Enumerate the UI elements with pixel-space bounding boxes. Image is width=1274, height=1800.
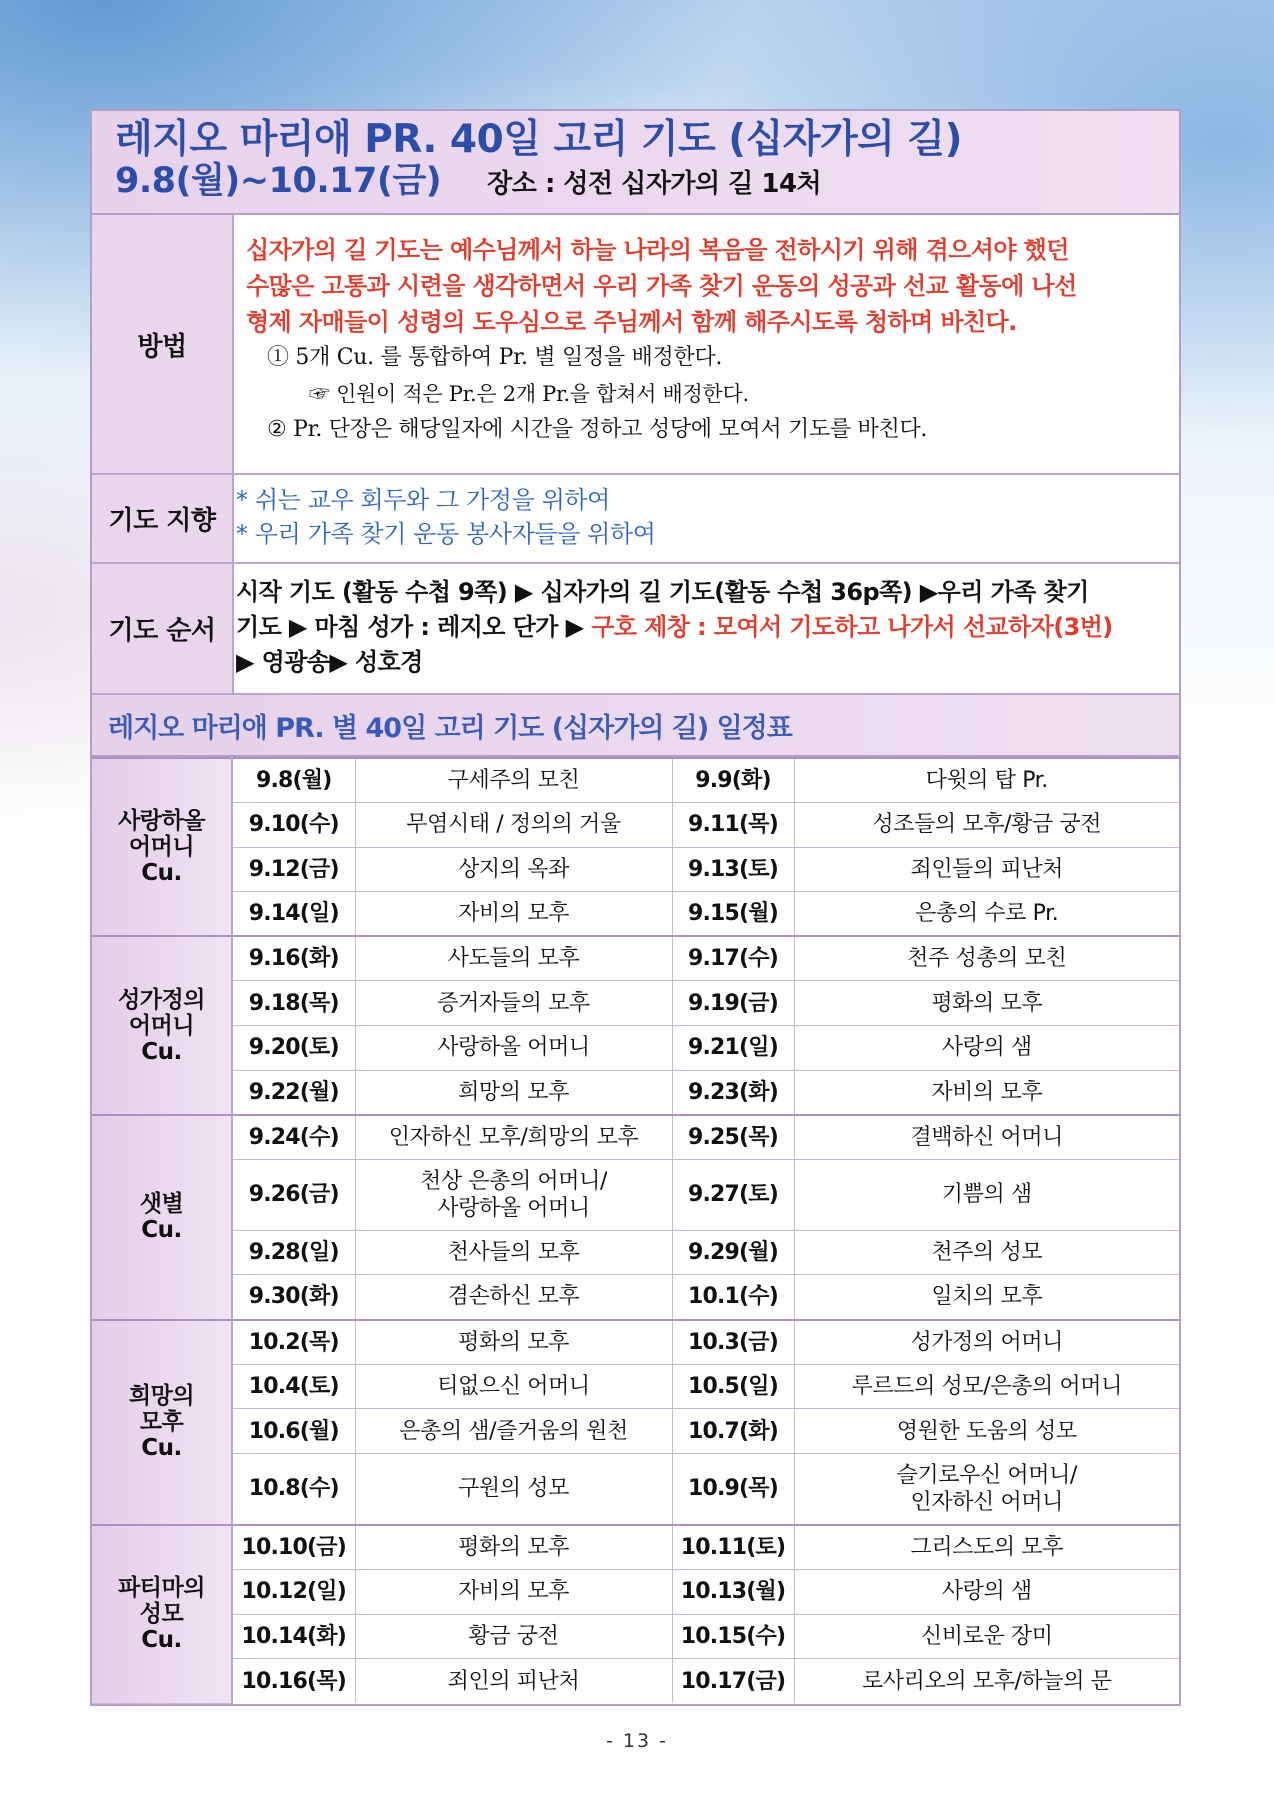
schedule-row <box>92 1026 1179 1071</box>
method-step-note: ☞ 인원이 적은 Pr.은 2개 Pr.을 합쳐서 배정한다. <box>309 382 749 406</box>
schedule-row <box>92 892 1179 937</box>
schedule-title: 레지오 마리애 PR. 별 40일 고리 기도 (십자가의 길) 일정표 <box>92 695 1179 757</box>
schedule-date: 10.16(목) <box>232 1659 355 1704</box>
schedule-row <box>92 803 1179 848</box>
presidium-name: 천사들의 모후 <box>355 1230 672 1275</box>
presidium-name: 겸손하신 모후 <box>355 1275 672 1320</box>
order-section <box>92 564 1179 695</box>
presidium-name: 사랑의 샘 <box>794 1026 1179 1071</box>
curia-group-name: 성가정의 어머니 Cu. <box>92 936 232 1114</box>
schedule-date: 9.30(화) <box>232 1275 355 1320</box>
schedule-date: 10.2(목) <box>232 1320 355 1365</box>
method-step: ① 5개 Cu. 를 통합하여 Pr. 별 일정을 배정한다. <box>267 345 723 370</box>
schedule-row <box>92 847 1179 892</box>
presidium-name: 성가정의 어머니 <box>794 1320 1179 1365</box>
presidium-name: 희망의 모후 <box>355 1070 672 1115</box>
schedule-date: 10.15(수) <box>672 1614 794 1659</box>
schedule-date: 9.14(일) <box>232 892 355 937</box>
schedule-date: 9.12(금) <box>232 847 355 892</box>
date-range: 9.8(월)~10.17(금) <box>115 161 442 201</box>
order-content <box>234 564 1179 693</box>
schedule-row <box>92 1275 1179 1320</box>
schedule-table <box>92 757 1179 1704</box>
schedule-date: 10.4(토) <box>232 1364 355 1409</box>
presidium-name: 자비의 모후 <box>794 1070 1179 1115</box>
schedule-date: 10.10(금) <box>232 1525 355 1570</box>
schedule-date: 10.17(금) <box>672 1659 794 1704</box>
schedule-date: 10.13(월) <box>672 1569 794 1614</box>
presidium-name: 사랑의 샘 <box>794 1569 1179 1614</box>
schedule-date: 9.10(수) <box>232 803 355 848</box>
presidium-name: 영원한 도움의 성모 <box>794 1409 1179 1454</box>
schedule-date: 10.5(일) <box>672 1364 794 1409</box>
schedule-date: 9.24(수) <box>232 1115 355 1160</box>
schedule-row <box>92 1525 1179 1570</box>
schedule-date: 9.23(화) <box>672 1070 794 1115</box>
method-step: ② Pr. 단장은 해당일자에 시간을 정하고 성당에 모여서 기도를 바친다. <box>267 417 928 442</box>
schedule-row <box>92 981 1179 1026</box>
schedule-date: 9.16(화) <box>232 936 355 981</box>
curia-group-name: 샛별 Cu. <box>92 1115 232 1320</box>
schedule-date: 9.29(월) <box>672 1230 794 1275</box>
method-section <box>92 215 1179 475</box>
order-line <box>236 610 1179 645</box>
schedule-date: 9.17(수) <box>672 936 794 981</box>
schedule-date: 9.9(화) <box>672 758 794 803</box>
order-line: ▶ 영광송▶ 성호경 <box>236 648 423 676</box>
schedule-date: 9.8(월) <box>232 758 355 803</box>
schedule-row <box>92 1409 1179 1454</box>
intention-label: 기도 지향 <box>92 475 234 562</box>
intention-content <box>234 475 1179 562</box>
curia-group-name: 사랑하올 어머니 Cu. <box>92 758 232 936</box>
schedule-date: 10.14(화) <box>232 1614 355 1659</box>
date-place-line <box>115 161 1179 207</box>
schedule-date: 9.26(금) <box>232 1159 355 1230</box>
schedule-row <box>92 1614 1179 1659</box>
schedule-date: 9.11(목) <box>672 803 794 848</box>
schedule-date: 9.21(일) <box>672 1026 794 1071</box>
title-section <box>92 111 1179 215</box>
schedule-date: 10.1(수) <box>672 1275 794 1320</box>
intention-section <box>92 475 1179 564</box>
schedule-row <box>92 1115 1179 1160</box>
presidium-name: 상지의 옥좌 <box>355 847 672 892</box>
intention-line: * 쉬는 교우 회두와 그 가정을 위하여 <box>236 486 610 514</box>
presidium-name: 루르드의 성모/은총의 어머니 <box>794 1364 1179 1409</box>
curia-group-name: 희망의 모후 Cu. <box>92 1320 232 1525</box>
schedule-date: 9.13(토) <box>672 847 794 892</box>
schedule-body <box>92 758 1179 1703</box>
schedule-date: 9.15(월) <box>672 892 794 937</box>
presidium-name: 자비의 모후 <box>355 1569 672 1614</box>
presidium-name: 황금 궁전 <box>355 1614 672 1659</box>
presidium-name: 티없으신 어머니 <box>355 1364 672 1409</box>
presidium-name: 죄인의 피난처 <box>355 1659 672 1704</box>
schedule-row <box>92 1230 1179 1275</box>
schedule-row <box>92 1453 1179 1525</box>
presidium-name: 자비의 모후 <box>355 892 672 937</box>
schedule-date: 10.12(일) <box>232 1569 355 1614</box>
presidium-name: 기쁨의 샘 <box>794 1159 1179 1230</box>
schedule-row <box>92 936 1179 981</box>
presidium-name: 슬기로우신 어머니/ 인자하신 어머니 <box>794 1453 1179 1525</box>
schedule-row <box>92 1569 1179 1614</box>
method-intro-line: 수많은 고통과 시련을 생각하면서 우리 가족 찾기 운동의 성공과 선교 활동에 나선 <box>246 272 1077 300</box>
presidium-name: 죄인들의 피난처 <box>794 847 1179 892</box>
intention-line: * 우리 가족 찾기 운동 봉사자들을 위하여 <box>236 520 656 548</box>
presidium-name: 로사리오의 모후/하늘의 문 <box>794 1659 1179 1704</box>
method-content <box>234 215 1179 473</box>
schedule-date: 9.25(목) <box>672 1115 794 1160</box>
schedule-row <box>92 1364 1179 1409</box>
schedule-date: 9.22(월) <box>232 1070 355 1115</box>
schedule-date: 10.8(수) <box>232 1453 355 1525</box>
schedule-date: 10.7(화) <box>672 1409 794 1454</box>
schedule-date: 9.28(일) <box>232 1230 355 1275</box>
method-intro-line: 십자가의 길 기도는 예수님께서 하늘 나라의 복음을 전하시기 위해 겪으셔야 했던 <box>246 236 1069 264</box>
presidium-name: 사랑하올 어머니 <box>355 1026 672 1071</box>
schedule-date: 10.11(토) <box>672 1525 794 1570</box>
presidium-name: 결백하신 어머니 <box>794 1115 1179 1160</box>
prayer-place: 장소 : 성전 십자가의 길 14처 <box>487 169 822 199</box>
schedule-date: 9.20(토) <box>232 1026 355 1071</box>
schedule-date: 9.27(토) <box>672 1159 794 1230</box>
presidium-name: 은총의 수로 Pr. <box>794 892 1179 937</box>
method-label: 방법 <box>92 215 234 473</box>
presidium-name: 천주 성총의 모친 <box>794 936 1179 981</box>
page-title: 레지오 마리애 PR. 40일 고리 기도 (십자가의 길) <box>115 117 962 162</box>
presidium-name: 사도들의 모후 <box>355 936 672 981</box>
presidium-name: 일치의 모후 <box>794 1275 1179 1320</box>
presidium-name: 구원의 성모 <box>355 1453 672 1525</box>
presidium-name: 은총의 샘/즐거움의 원천 <box>355 1409 672 1454</box>
method-intro-line: 형제 자매들이 성령의 도우심으로 주님께서 함께 해주시도록 청하며 바친다. <box>246 308 1017 336</box>
presidium-name: 다윗의 탑 Pr. <box>794 758 1179 803</box>
presidium-name: 그리스도의 모후 <box>794 1525 1179 1570</box>
presidium-name: 무염시태 / 정의의 거울 <box>355 803 672 848</box>
order-line-text: 기도 ▶ 마침 성가 : 레지오 단가 ▶ <box>236 613 592 641</box>
page-number: - 13 - <box>606 1730 668 1752</box>
schedule-date: 10.9(목) <box>672 1453 794 1525</box>
schedule-date: 10.3(금) <box>672 1320 794 1365</box>
order-label: 기도 순서 <box>92 564 234 693</box>
schedule-row <box>92 758 1179 803</box>
schedule-date: 10.6(월) <box>232 1409 355 1454</box>
schedule-row <box>92 1159 1179 1230</box>
order-line: 시작 기도 (활동 수첩 9쪽) ▶ 십자가의 길 기도(활동 수첩 36p쪽) ▶우리 가족 찾기 <box>236 578 1089 606</box>
schedule-row <box>92 1659 1179 1704</box>
presidium-name: 구세주의 모친 <box>355 758 672 803</box>
schedule-row <box>92 1070 1179 1115</box>
schedule-row <box>92 1320 1179 1365</box>
presidium-name: 평화의 모후 <box>355 1320 672 1365</box>
order-slogan-highlight: 구호 제창 : 모여서 기도하고 나가서 선교하자(3번) <box>591 613 1113 641</box>
schedule-date: 9.19(금) <box>672 981 794 1026</box>
presidium-name: 증거자들의 모후 <box>355 981 672 1026</box>
presidium-name: 천주의 성모 <box>794 1230 1179 1275</box>
prayer-schedule-box <box>90 109 1181 1706</box>
schedule-date: 9.18(목) <box>232 981 355 1026</box>
presidium-name: 성조들의 모후/황금 궁전 <box>794 803 1179 848</box>
presidium-name: 천상 은총의 어머니/ 사랑하올 어머니 <box>355 1159 672 1230</box>
presidium-name: 인자하신 모후/희망의 모후 <box>355 1115 672 1160</box>
presidium-name: 평화의 모후 <box>794 981 1179 1026</box>
presidium-name: 신비로운 장미 <box>794 1614 1179 1659</box>
curia-group-name: 파티마의 성모 Cu. <box>92 1525 232 1703</box>
presidium-name: 평화의 모후 <box>355 1525 672 1570</box>
